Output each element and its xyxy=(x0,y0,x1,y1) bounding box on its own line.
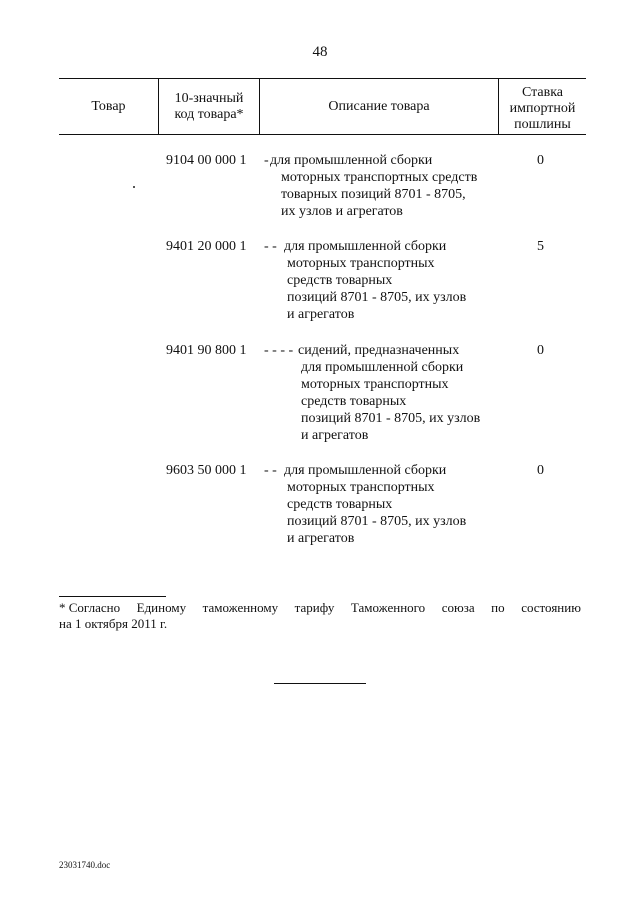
desc-line: для промышленной сборки xyxy=(284,463,447,478)
row-dash: - - xyxy=(264,463,277,478)
row-dash: - xyxy=(264,153,269,168)
footnote-word: состоянию xyxy=(521,600,581,615)
desc-line: позиций 8701 - 8705, их узлов xyxy=(287,290,467,305)
footnote-word: Таможенного xyxy=(350,600,426,615)
desc-line: позиций 8701 - 8705, их узлов xyxy=(301,411,481,426)
header-code xyxy=(158,79,259,134)
header-description: Описание товара xyxy=(259,79,498,134)
table-row xyxy=(59,238,586,328)
footnote xyxy=(59,600,581,632)
header-rate-line1: Ставка xyxy=(521,84,564,100)
footnote-line2: на 1 октября 2011 г. xyxy=(59,616,168,631)
footnote-word: таможенному xyxy=(202,600,279,615)
row-rate: 0 xyxy=(537,463,544,478)
footnote-separator xyxy=(59,596,166,597)
desc-line: моторных транспортных xyxy=(287,256,435,271)
desc-line: средств товарных xyxy=(287,497,393,512)
footnote-word: Единому xyxy=(136,600,187,615)
row-code: 9401 20 000 1 xyxy=(166,239,247,254)
desc-line: и агрегатов xyxy=(301,428,369,443)
row-dash: - - - - xyxy=(264,343,294,358)
tariff-table xyxy=(59,78,586,546)
desc-line: их узлов и агрегатов xyxy=(281,204,403,219)
row-rate: 0 xyxy=(537,153,544,168)
desc-line: для промышленной сборки xyxy=(270,153,433,168)
desc-line: позиций 8701 - 8705, их узлов xyxy=(287,514,467,529)
footnote-line1 xyxy=(59,600,581,616)
header-rate-line2: импортной xyxy=(509,100,576,116)
footnote-word: союза xyxy=(441,600,475,615)
scan-speck xyxy=(133,186,135,188)
desc-line: средств товарных xyxy=(287,273,393,288)
table-row xyxy=(59,342,586,452)
desc-line: для промышленной сборки xyxy=(284,239,447,254)
header-rate xyxy=(498,79,586,134)
row-description xyxy=(298,342,480,444)
table-header xyxy=(59,78,586,135)
table-row xyxy=(59,462,586,552)
row-rate: 5 xyxy=(537,239,544,254)
desc-line: моторных транспортных xyxy=(287,480,435,495)
row-code: 9401 90 800 1 xyxy=(166,343,247,358)
desc-line: моторных транспортных средств xyxy=(281,170,478,185)
row-rate: 0 xyxy=(537,343,544,358)
end-separator xyxy=(274,683,366,684)
row-code: 9603 50 000 1 xyxy=(166,463,247,478)
document-id: 23031740.doc xyxy=(59,860,111,870)
desc-line: товарных позиций 8701 - 8705, xyxy=(281,187,466,202)
desc-line: моторных транспортных xyxy=(301,377,449,392)
footnote-word: тарифу xyxy=(294,600,335,615)
header-rate-line3: пошлины xyxy=(514,116,571,132)
footnote-word: * Согласно xyxy=(59,600,121,615)
page-number: 48 xyxy=(312,44,328,60)
header-goods: Товар xyxy=(91,98,126,114)
footnote-word: по xyxy=(491,600,505,615)
table-row xyxy=(59,152,586,222)
row-description xyxy=(270,152,477,220)
header-code-line1: 10-значный xyxy=(174,90,244,106)
desc-line: для промышленной сборки xyxy=(301,360,464,375)
desc-line: и агрегатов xyxy=(287,307,355,322)
row-dash: - - xyxy=(264,239,277,254)
header-code-line2: код товара* xyxy=(174,106,244,122)
row-description xyxy=(284,462,466,547)
desc-line: сидений, предназначенных xyxy=(298,343,460,358)
row-description xyxy=(284,238,466,323)
desc-line: и агрегатов xyxy=(287,531,355,546)
row-code: 9104 00 000 1 xyxy=(166,153,247,168)
desc-line: средств товарных xyxy=(301,394,407,409)
